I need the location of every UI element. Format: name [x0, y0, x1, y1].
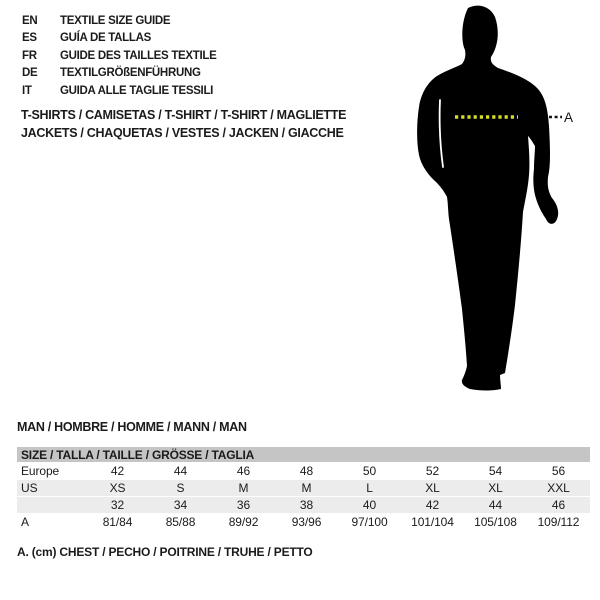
measurement-footnote: A. (cm) CHEST / PECHO / POITRINE / TRUHE / PETTO — [17, 545, 313, 559]
size-cell: 85/88 — [149, 514, 212, 531]
size-cell: 109/112 — [527, 514, 590, 531]
language-row — [22, 13, 217, 30]
language-code: EN — [22, 15, 38, 27]
size-cell: S — [149, 480, 212, 497]
language-row — [22, 30, 217, 47]
size-table-header-row — [17, 447, 590, 463]
table-row — [17, 514, 590, 531]
size-cell: 56 — [527, 463, 590, 480]
language-row — [22, 83, 217, 100]
language-row — [22, 65, 217, 82]
category-line-tshirts: T-SHIRTS / CAMISETAS / T-SHIRT / T-SHIRT / MAGLIETTE — [21, 108, 347, 122]
size-cell: 93/96 — [275, 514, 338, 531]
category-line-jackets: JACKETS / CHAQUETAS / VESTES / JACKEN / GIACCHE — [21, 126, 344, 140]
row-label: US — [17, 480, 86, 497]
language-row — [22, 48, 217, 65]
size-cell: M — [275, 480, 338, 497]
size-cell: 81/84 — [86, 514, 149, 531]
language-code: ES — [22, 32, 37, 45]
table-row — [17, 480, 590, 497]
row-label — [17, 497, 86, 514]
language-list — [22, 13, 217, 100]
language-label: TEXTILGRÖßENFÜHRUNG — [60, 67, 201, 80]
size-cell: 44 — [149, 463, 212, 480]
size-cell: 89/92 — [212, 514, 275, 531]
language-label: GUÍA DE TALLAS — [60, 32, 151, 45]
size-cell: 44 — [464, 497, 527, 514]
language-label: TEXTILE SIZE GUIDE — [60, 15, 171, 27]
size-cell: 46 — [212, 463, 275, 480]
language-code: IT — [22, 84, 32, 97]
size-cell: XL — [401, 480, 464, 497]
size-table-header: SIZE / TALLA / TAILLE / GRÖSSE / TAGLIA — [17, 447, 590, 463]
row-label: A — [17, 514, 86, 531]
size-table-body — [17, 447, 590, 531]
size-cell: 42 — [86, 463, 149, 480]
size-cell: XS — [86, 480, 149, 497]
size-cell: M — [212, 480, 275, 497]
size-cell: 38 — [275, 497, 338, 514]
size-cell: 46 — [527, 497, 590, 514]
man-silhouette-svg — [400, 5, 575, 405]
row-label: Europe — [17, 463, 86, 480]
man-silhouette-figure — [400, 5, 575, 405]
size-cell: 32 — [86, 497, 149, 514]
size-cell: XXL — [527, 480, 590, 497]
table-row — [17, 497, 590, 514]
language-label: GUIDA ALLE TAGLIE TESSILI — [60, 84, 214, 97]
size-cell: L — [338, 480, 401, 497]
table-row — [17, 463, 590, 480]
size-cell: 36 — [212, 497, 275, 514]
language-code: DE — [22, 67, 38, 80]
size-cell: 105/108 — [464, 514, 527, 531]
size-cell: 52 — [401, 463, 464, 480]
size-cell: 101/104 — [401, 514, 464, 531]
size-table-wrap — [17, 447, 590, 531]
language-code: FR — [22, 49, 37, 62]
size-cell: 42 — [401, 497, 464, 514]
size-cell: 48 — [275, 463, 338, 480]
size-cell: 97/100 — [338, 514, 401, 531]
size-cell: 54 — [464, 463, 527, 480]
size-cell: XL — [464, 480, 527, 497]
measure-label-a: A — [564, 110, 574, 125]
category-titles — [21, 106, 346, 142]
section-title: MAN / HOMBRE / HOMME / MANN / MAN — [17, 420, 247, 434]
language-label: GUIDE DES TAILLES TEXTILE — [60, 49, 217, 62]
man-silhouette — [417, 6, 558, 391]
size-table — [17, 447, 590, 531]
size-cell: 34 — [149, 497, 212, 514]
size-cell: 40 — [338, 497, 401, 514]
size-cell: 50 — [338, 463, 401, 480]
